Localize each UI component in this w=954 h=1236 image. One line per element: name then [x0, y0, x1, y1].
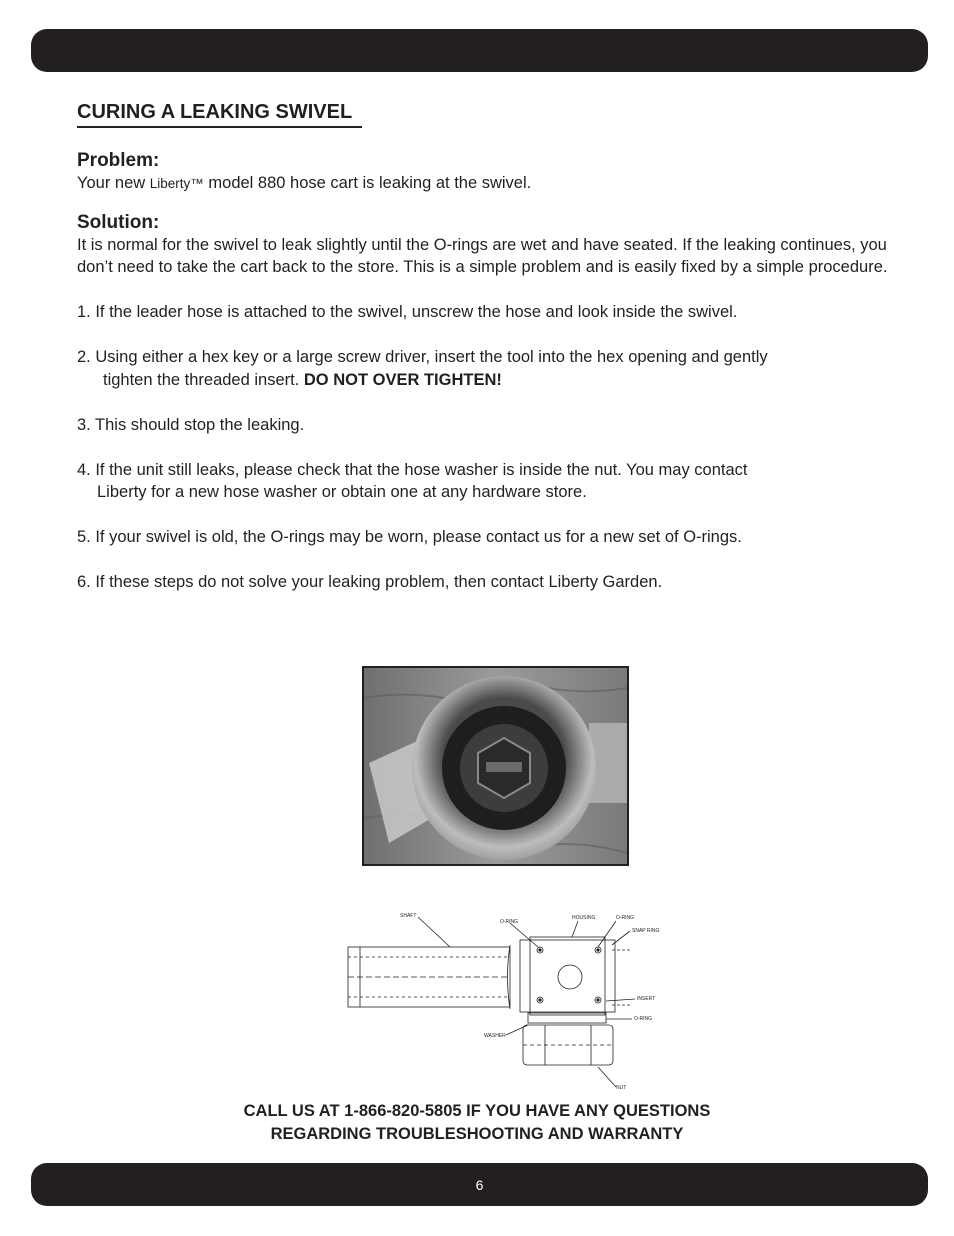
step-1: 1. If the leader hose is attached to the swivel, unscrew the hose and look inside the swivel. [77, 303, 738, 321]
page-number: 6 [475, 1176, 484, 1193]
label-housing: HOUSING [572, 915, 596, 921]
page-title: CURING A LEAKING SWIVEL [77, 98, 362, 128]
label-insert: INSERT [637, 996, 656, 1002]
step-6: 6. If these steps do not solve your leaking problem, then contact Liberty Garden. [77, 573, 663, 591]
main-content [77, 98, 897, 594]
swivel-photo-drawing [364, 668, 627, 864]
header-bar [31, 29, 928, 72]
step-2-warning: DO NOT OVER TIGHTEN! [303, 370, 502, 389]
swivel-photo [362, 666, 629, 866]
label-o-ring-lower: O-RING [634, 1016, 653, 1022]
support-callout-line-1: CALL US AT 1-866-820-5805 IF YOU HAVE ANY QUESTIONS [243, 1102, 711, 1120]
step-5: 5. If your swivel is old, the O-rings may be worn, please contact us for a new set of O-rings. [77, 528, 742, 546]
step-2-line-1: 2. Using either a hex key or a large screw driver, insert the tool into the hex opening and gently [77, 348, 768, 366]
step-4-line-1: 4. If the unit still leaks, please check that the hose washer is inside the nut. You may contact [77, 460, 748, 479]
support-callout-line-2: REGARDING TROUBLESHOOTING AND WARRANTY [270, 1125, 684, 1143]
swivel-diagram [340, 905, 670, 1095]
label-washer: WASHER [484, 1033, 506, 1039]
solution-intro: It is normal for the swivel to leak slightly until the O-rings are wet and have seated. If the leaking continues, you don’t need to take the cart back to the store. This is a simple problem and is easily fixed by a simple procedure. [77, 235, 888, 276]
swivel-diagram-drawing [340, 905, 670, 1095]
problem-text-before: Your new [77, 174, 150, 192]
label-nut: NUT [616, 1085, 627, 1091]
label-o-ring-right: O-RING [616, 915, 635, 921]
problem-heading: Problem: [77, 150, 160, 171]
label-snap-ring: SNAP RING [632, 928, 660, 934]
label-shaft: SHAFT [400, 913, 417, 919]
step-2-line-2 [77, 369, 897, 392]
step-3: 3. This should stop the leaking. [77, 415, 305, 434]
label-o-ring-left: O-RING [500, 919, 519, 925]
support-callout [0, 1100, 954, 1146]
brand-name: Liberty™ [149, 176, 204, 191]
problem-text-after: model 880 hose cart is leaking at the swivel. [203, 174, 532, 192]
step-2-text: tighten the threaded insert. [103, 370, 304, 389]
solution-heading: Solution: [77, 211, 160, 233]
footer-bar [31, 1163, 928, 1206]
step-4-line-2: Liberty for a new hose washer or obtain one at any hardware store. [97, 483, 587, 501]
problem-text [77, 172, 897, 196]
